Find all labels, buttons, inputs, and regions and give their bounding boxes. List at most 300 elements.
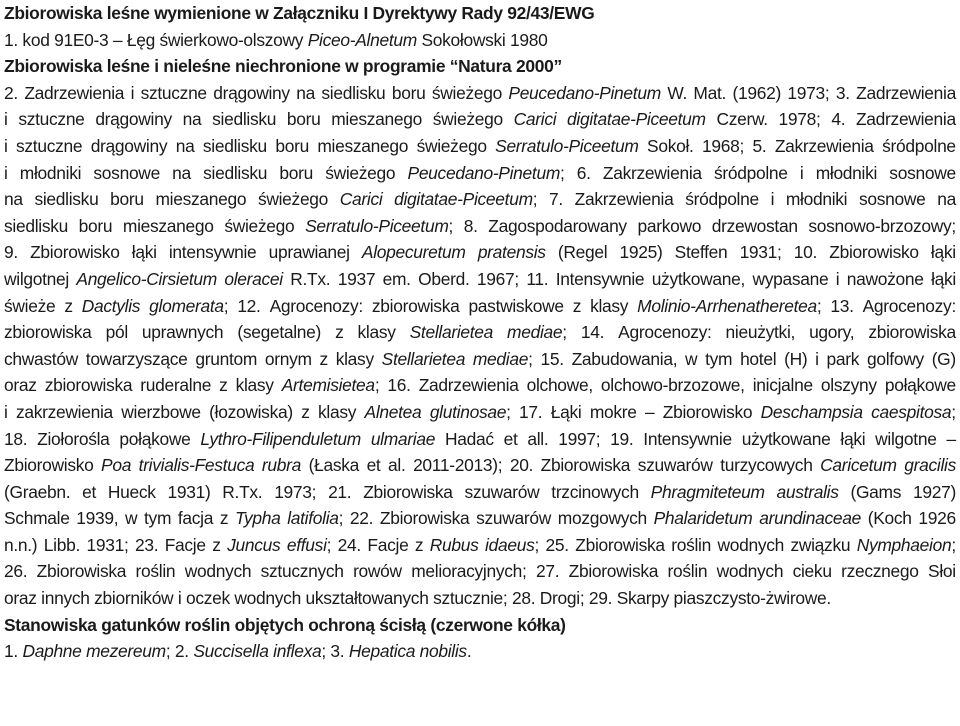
paragraph-line xyxy=(4,372,956,399)
word xyxy=(274,479,316,506)
species-name: Caricetum xyxy=(820,455,897,476)
text-run: 13. xyxy=(830,295,854,316)
text-run: ; xyxy=(951,401,956,422)
word xyxy=(637,293,821,320)
word xyxy=(305,213,453,240)
text-run: Zbiorowiska xyxy=(540,455,631,476)
word xyxy=(510,452,533,479)
text-run: ; xyxy=(562,322,567,343)
word xyxy=(411,558,526,585)
word xyxy=(740,239,782,266)
item-1-line xyxy=(4,27,956,54)
word xyxy=(320,346,328,373)
word xyxy=(508,80,661,107)
species-name: Deschampsia xyxy=(760,401,863,422)
text-run: ; 3. xyxy=(321,641,349,662)
text-run: ; xyxy=(326,534,332,555)
word xyxy=(786,186,847,213)
text-run: 5. xyxy=(752,135,767,156)
species-name: Stellarietea xyxy=(409,322,494,343)
word xyxy=(282,372,380,399)
text-run: na xyxy=(172,162,191,183)
word xyxy=(45,372,133,399)
paragraph-line xyxy=(4,160,956,187)
paragraph-line xyxy=(4,106,956,133)
text-run: ; xyxy=(532,189,538,210)
species-name: Carici xyxy=(513,109,557,130)
word xyxy=(820,452,897,479)
text-run: Zbiorowiska xyxy=(379,508,470,529)
text-run: 8. xyxy=(463,215,478,236)
word xyxy=(350,505,373,532)
text-run: zbiorowiska xyxy=(371,295,460,316)
word xyxy=(4,452,93,479)
protected-species-line xyxy=(4,638,956,665)
word xyxy=(18,106,84,133)
word xyxy=(928,558,956,585)
word xyxy=(141,80,207,107)
text-run: i xyxy=(4,401,8,422)
species-name: Rubus xyxy=(429,534,479,555)
text-run: drągowiny xyxy=(213,82,290,103)
text-run: al. xyxy=(388,455,406,476)
word xyxy=(856,106,956,133)
word xyxy=(301,399,309,426)
text-run: ; xyxy=(560,162,565,183)
word xyxy=(829,239,918,266)
word xyxy=(904,452,956,479)
text-run: łąki xyxy=(840,428,866,449)
text-run: W. xyxy=(667,82,687,103)
word xyxy=(4,133,8,160)
text-run: wodnych xyxy=(184,561,252,582)
word xyxy=(581,319,604,346)
text-run: ; xyxy=(338,508,344,529)
word xyxy=(618,319,711,346)
word xyxy=(417,133,487,160)
word xyxy=(108,479,156,506)
text-run: hotel xyxy=(740,348,777,369)
text-run: ruderalne xyxy=(140,375,212,396)
paragraph-line xyxy=(4,426,956,453)
species-name: rubra xyxy=(261,455,302,476)
word xyxy=(793,558,832,585)
text-run: użytkowane xyxy=(741,428,831,449)
text-run: i xyxy=(4,109,8,130)
text-run: chwastów xyxy=(4,348,78,369)
word xyxy=(740,346,776,373)
word xyxy=(685,346,697,373)
word xyxy=(752,133,766,160)
word xyxy=(237,319,321,346)
word xyxy=(693,80,726,107)
text-run: Zbiorowisko xyxy=(662,401,753,422)
species-name: digitatae-Piceetum xyxy=(567,109,706,130)
text-run: na xyxy=(296,82,315,103)
word xyxy=(753,372,813,399)
word xyxy=(392,80,426,107)
word xyxy=(651,479,765,506)
text-run: wilgotne xyxy=(875,428,937,449)
word xyxy=(601,372,745,399)
word xyxy=(338,266,376,293)
text-run: pastwiskowe xyxy=(468,295,564,316)
word xyxy=(558,239,607,266)
text-run: Facje xyxy=(367,534,409,555)
word xyxy=(195,346,257,373)
text-run: 1997; xyxy=(558,428,601,449)
protected-species-name: Hepatica nobilis xyxy=(348,641,467,662)
word xyxy=(76,505,118,532)
word xyxy=(101,452,131,479)
text-run: Czerw. xyxy=(716,109,768,130)
text-run: (Łaska xyxy=(308,455,359,476)
text-run: Zbiorowiska xyxy=(575,534,665,555)
word xyxy=(663,399,752,426)
word xyxy=(652,266,745,293)
word xyxy=(859,186,926,213)
word xyxy=(473,346,533,373)
word xyxy=(527,372,593,399)
word xyxy=(410,319,493,346)
word xyxy=(856,80,956,107)
text-run: Schmale xyxy=(4,508,70,529)
word xyxy=(809,319,854,346)
text-run: sztuczne xyxy=(16,135,83,156)
word xyxy=(620,239,663,266)
word xyxy=(732,80,780,107)
species-name: Serratulo-Piceetum xyxy=(495,135,639,156)
text-run: et xyxy=(366,455,381,476)
text-run: 11. xyxy=(526,268,549,289)
text-run: świeże xyxy=(4,295,56,316)
word xyxy=(519,399,542,426)
word xyxy=(787,80,829,107)
species-name: Carici xyxy=(339,189,383,210)
text-run: 1926 xyxy=(918,508,956,529)
word xyxy=(465,479,540,506)
word xyxy=(24,80,124,107)
word xyxy=(331,106,422,133)
word xyxy=(270,293,363,320)
text-run: na xyxy=(182,109,202,130)
word xyxy=(675,239,728,266)
text-run: klasy xyxy=(590,295,629,316)
text-run: sosnowe xyxy=(93,162,160,183)
word xyxy=(752,266,828,293)
word xyxy=(771,186,775,213)
text-run: 9. xyxy=(4,242,18,263)
text-run: ; xyxy=(534,534,540,555)
text-run: siedlisku xyxy=(321,82,386,103)
text-run: świeżego xyxy=(257,189,329,210)
word xyxy=(714,160,788,187)
word xyxy=(363,479,452,506)
text-run: nieużytki, xyxy=(725,322,796,343)
text-run: związku xyxy=(790,534,851,555)
text-run: drągowiny xyxy=(95,109,172,130)
word xyxy=(840,426,865,453)
text-run: boru xyxy=(279,162,313,183)
word xyxy=(488,213,627,240)
word xyxy=(212,106,276,133)
species-name: australis xyxy=(776,481,839,502)
species-name: glutinosae xyxy=(429,401,507,422)
text-run: świeżego xyxy=(416,135,487,156)
text-run: rowów xyxy=(353,561,402,582)
text-run: młodniki xyxy=(785,189,848,210)
text-run: z xyxy=(572,295,582,316)
word xyxy=(318,399,356,426)
word xyxy=(394,186,537,213)
text-run: olchowe, xyxy=(526,375,593,396)
text-run: Agrocenozy: xyxy=(862,295,956,316)
text-run: ; xyxy=(223,295,229,316)
word xyxy=(367,532,408,559)
word xyxy=(836,266,840,293)
text-run: towarzyszące xyxy=(85,348,188,369)
word xyxy=(296,80,315,107)
community-list-paragraph xyxy=(4,80,956,585)
paragraph-line xyxy=(4,479,956,506)
text-run: 1931) xyxy=(167,481,211,502)
text-run: et xyxy=(82,481,96,502)
word xyxy=(16,399,113,426)
text-run: pól xyxy=(105,322,128,343)
text-run: Hueck xyxy=(107,481,156,502)
word xyxy=(336,346,374,373)
text-run: Mat. xyxy=(693,82,727,103)
text-run: ornym xyxy=(264,348,312,369)
word xyxy=(551,479,639,506)
word xyxy=(932,346,956,373)
text-run: n.n.) xyxy=(4,534,38,555)
text-run: świeżego xyxy=(431,82,502,103)
text-run: golfowy xyxy=(867,348,924,369)
word xyxy=(577,160,591,187)
word xyxy=(413,452,502,479)
species-name: Alnetea xyxy=(364,401,422,422)
text-run: all. xyxy=(527,428,549,449)
text-run: cieku xyxy=(792,561,832,582)
species-name: idaeus xyxy=(485,534,535,555)
text-run: śródpolne xyxy=(882,135,956,156)
word xyxy=(275,133,309,160)
word xyxy=(885,372,956,399)
word xyxy=(603,160,702,187)
word xyxy=(847,266,924,293)
paragraph-line xyxy=(4,239,956,266)
text-run: łąki xyxy=(931,268,956,289)
word xyxy=(338,532,361,559)
text-run: i xyxy=(799,162,804,183)
text-run: Zagospodarowany xyxy=(488,215,627,236)
text-run: mokre xyxy=(589,401,637,422)
text-run: roślin xyxy=(667,561,708,582)
word xyxy=(203,133,267,160)
text-run: z xyxy=(335,322,344,343)
word xyxy=(667,80,687,107)
word xyxy=(236,372,274,399)
word xyxy=(720,452,812,479)
word xyxy=(357,319,395,346)
text-run: śródpolne xyxy=(713,162,788,183)
word xyxy=(135,532,158,559)
word xyxy=(106,319,128,346)
word xyxy=(816,160,877,187)
text-run: i xyxy=(815,348,819,369)
word xyxy=(185,558,252,585)
word xyxy=(830,293,853,320)
word xyxy=(541,452,630,479)
word xyxy=(430,399,511,426)
word xyxy=(430,532,479,559)
text-run: Oberd. xyxy=(418,268,470,289)
word xyxy=(383,266,411,293)
word xyxy=(309,452,359,479)
text-run: (H) xyxy=(784,348,808,369)
species-name: latifolia xyxy=(287,508,339,529)
word xyxy=(863,293,956,320)
word xyxy=(717,532,784,559)
paragraph-line xyxy=(4,558,956,585)
text-run: Zbiorowiska xyxy=(36,561,127,582)
word xyxy=(419,372,519,399)
text-run: Agrocenozy: xyxy=(269,295,363,316)
word xyxy=(821,372,877,399)
text-run: parkowo xyxy=(637,215,702,236)
text-run: 3. xyxy=(835,82,850,103)
word xyxy=(857,532,956,559)
text-run: z xyxy=(64,295,73,316)
paragraph-line xyxy=(4,346,956,373)
text-run: olszyny xyxy=(820,375,877,396)
word xyxy=(237,293,260,320)
word xyxy=(485,532,539,559)
word xyxy=(831,106,845,133)
word xyxy=(227,532,280,559)
text-run: tym xyxy=(144,508,172,529)
text-run: R.Tx. xyxy=(290,268,331,289)
paragraph-line xyxy=(4,399,956,426)
text-run: 1973; xyxy=(274,481,317,502)
text-run: rzecznego xyxy=(841,561,919,582)
species-name: Juncus xyxy=(227,534,281,555)
text-run: mieszanego xyxy=(331,109,423,130)
text-run: 23. xyxy=(134,534,159,555)
heading-unprotected: Zbiorowiska leśne i nieleśne niechronione w programie “Natura 2000” xyxy=(4,56,562,77)
text-run: mieszanego xyxy=(122,215,214,236)
word xyxy=(30,239,119,266)
word xyxy=(638,452,713,479)
text-run: 12. xyxy=(237,295,261,316)
word xyxy=(4,293,55,320)
word xyxy=(882,133,956,160)
word xyxy=(172,160,191,187)
text-run: (Gams xyxy=(850,481,902,502)
word xyxy=(546,532,569,559)
word xyxy=(702,133,744,160)
word xyxy=(139,452,255,479)
word xyxy=(4,213,68,240)
text-run: uprawianej xyxy=(268,242,350,263)
text-run: roślin xyxy=(135,561,176,582)
word xyxy=(495,133,638,160)
word xyxy=(637,213,701,240)
word xyxy=(365,399,422,426)
word xyxy=(169,239,257,266)
text-run: ; 2. xyxy=(165,641,194,662)
word xyxy=(44,532,80,559)
word xyxy=(712,213,798,240)
word xyxy=(82,479,96,506)
word xyxy=(213,80,290,107)
word xyxy=(415,532,423,559)
text-run: olchowo-brzozowe, xyxy=(600,375,745,396)
text-run: 19. xyxy=(610,428,634,449)
text-run: szuwarów xyxy=(637,455,713,476)
text-run: i xyxy=(835,268,840,289)
word xyxy=(575,186,674,213)
text-run: Zakrzewienia xyxy=(602,162,702,183)
text-run: (łozowiska) xyxy=(209,401,293,422)
word xyxy=(209,399,293,426)
text-run: Intensywnie xyxy=(555,268,645,289)
text-run: Agrocenozy: xyxy=(618,322,712,343)
word xyxy=(149,293,228,320)
text-run: ; xyxy=(506,401,511,422)
word xyxy=(4,160,8,187)
word xyxy=(155,186,246,213)
text-run: szuwarów xyxy=(476,508,552,529)
word xyxy=(317,133,408,160)
word xyxy=(808,213,956,240)
word xyxy=(110,186,144,213)
word xyxy=(328,479,351,506)
text-run: siedlisku xyxy=(202,135,267,156)
text-run: (segetalne) xyxy=(237,322,322,343)
word xyxy=(726,319,796,346)
paragraph-line xyxy=(4,532,956,559)
text-run: wypasane xyxy=(752,268,829,289)
word xyxy=(468,293,563,320)
word xyxy=(16,133,82,160)
text-run: ; xyxy=(528,348,533,369)
word xyxy=(140,372,211,399)
paragraph-last-line: oraz innych zbiorników i oczek wodnych ukształtowanych sztucznie; 28. Drogi; 29. Skarpy piaszczysto-żwirowe. xyxy=(4,588,831,609)
species-name: Dactylis xyxy=(81,295,141,316)
text-run: Zakrzewienia xyxy=(774,135,874,156)
word xyxy=(4,186,23,213)
text-run: na xyxy=(937,189,956,210)
item-1-suffix: Sokołowski 1980 xyxy=(416,29,548,50)
text-run: 1978; xyxy=(778,109,821,130)
text-run: R.Tx. xyxy=(222,481,263,502)
text-run: na xyxy=(175,135,195,156)
word xyxy=(224,266,283,293)
word xyxy=(123,213,214,240)
species-name: oleracei xyxy=(224,268,283,289)
text-run: klasy xyxy=(235,375,274,396)
species-name: mediae xyxy=(472,348,529,369)
word xyxy=(287,106,321,133)
word xyxy=(34,186,98,213)
text-run: 15. xyxy=(540,348,564,369)
word xyxy=(220,505,228,532)
word xyxy=(132,239,157,266)
word xyxy=(86,346,188,373)
text-run: wodnych xyxy=(716,561,784,582)
